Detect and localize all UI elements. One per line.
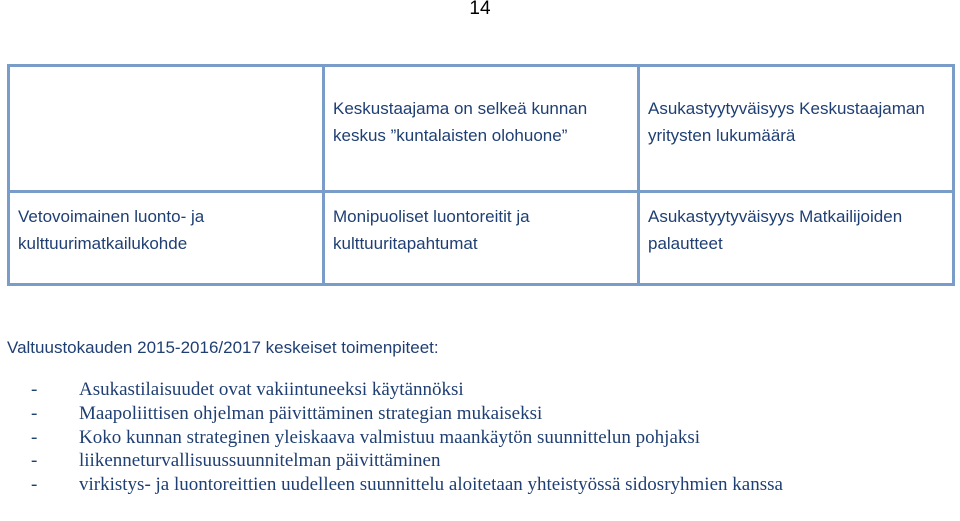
- bullet-dash: -: [31, 379, 38, 400]
- section-heading: Valtuustokauden 2015-2016/2017 keskeiset toimenpiteet:: [7, 338, 439, 357]
- indicator-cell: Asukastyytyväisyys Matkailijoiden palautteet: [639, 192, 954, 285]
- list-item: [7, 378, 783, 402]
- list-item: [7, 473, 783, 497]
- bullet-dash: -: [31, 474, 38, 496]
- goal-cell: Vetovoimainen luonto- ja kulttuurimatkailukohde: [9, 192, 324, 285]
- list-item: [7, 402, 783, 426]
- list-item: [7, 426, 783, 450]
- measure-cell: Keskustaajama on selkeä kunnan keskus ”kuntalaisten olohuone”: [324, 66, 639, 192]
- goals-table: [7, 64, 955, 286]
- table-row: [9, 192, 954, 285]
- bullet-dash: -: [31, 450, 38, 472]
- list-item-text: Asukastilaisuudet ovat vakiintuneeksi käytännöksi: [79, 379, 464, 400]
- actions-list: [7, 378, 783, 497]
- list-item-text: Koko kunnan strateginen yleiskaava valmistuu maankäytön suunnittelun pohjaksi: [79, 426, 701, 448]
- list-item-text: Maapoliittisen ohjelman päivittäminen strategian mukaiseksi: [79, 402, 543, 424]
- list-item-text: virkistys- ja luontoreittien uudelleen suunnittelu aloitetaan yhteistyössä sidosryhmien kanssa: [79, 474, 783, 496]
- measure-cell: Monipuoliset luontoreitit ja kulttuuritapahtumat: [324, 192, 639, 285]
- table-row: [9, 66, 954, 192]
- bullet-dash: -: [31, 426, 38, 448]
- page-number: 14: [469, 0, 491, 19]
- indicator-cell: Asukastyytyväisyys Keskustaajaman yritysten lukumäärä: [639, 66, 954, 192]
- goal-cell: [9, 66, 324, 192]
- list-item: [7, 449, 783, 473]
- bullet-dash: -: [31, 402, 38, 424]
- list-item-text: liikenneturvallisuussuunnitelman päivittäminen: [79, 450, 441, 472]
